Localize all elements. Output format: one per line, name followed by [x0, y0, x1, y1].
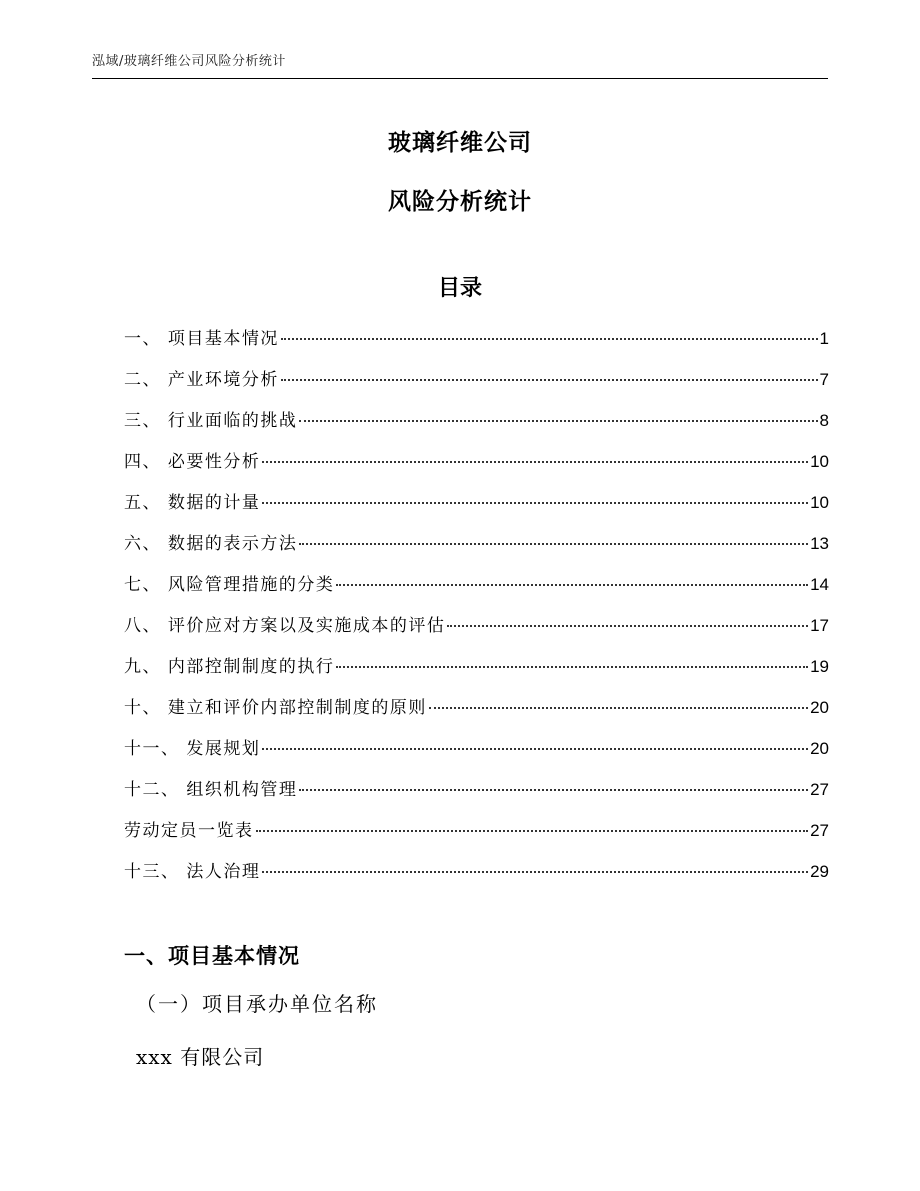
toc-dot-leader [262, 747, 808, 750]
toc-entry-page: 1 [819, 329, 829, 348]
toc-entry-label: 十二、 组织机构管理 [124, 780, 298, 800]
toc-entry-page: 29 [810, 862, 829, 881]
toc-entry[interactable] [124, 488, 829, 529]
toc-entry-page: 27 [810, 780, 829, 799]
toc-entry-label: 五、 数据的计量 [124, 493, 261, 513]
toc-entry-label: 劳动定员一览表 [124, 821, 254, 841]
toc-entry-page: 10 [810, 452, 829, 471]
toc-entry[interactable] [124, 447, 829, 488]
toc-entry-page: 14 [810, 575, 829, 594]
toc-dot-leader [336, 665, 808, 668]
subsection-heading: （一）项目承办单位名称 [136, 992, 378, 1016]
toc-entry[interactable] [124, 365, 829, 406]
toc-entry[interactable] [124, 775, 829, 816]
toc-entry-page: 7 [819, 370, 829, 389]
toc-entry-page: 27 [810, 821, 829, 840]
toc-entry-page: 8 [819, 411, 829, 430]
table-of-contents [124, 324, 829, 898]
document-subtitle: 风险分析统计 [388, 189, 532, 215]
toc-entry-page: 19 [810, 657, 829, 676]
toc-dot-leader [262, 501, 808, 504]
toc-entry-page: 10 [810, 493, 829, 512]
toc-entry-page: 17 [810, 616, 829, 635]
toc-entry[interactable] [124, 324, 829, 365]
toc-entry[interactable] [124, 857, 829, 898]
toc-entry-label: 三、 行业面临的挑战 [124, 411, 298, 431]
toc-dot-leader [256, 829, 809, 832]
toc-entry-page: 20 [810, 739, 829, 758]
toc-entry-label: 二、 产业环境分析 [124, 370, 279, 390]
toc-entry[interactable] [124, 406, 829, 447]
toc-entry-label: 十一、 发展规划 [124, 739, 261, 759]
header-divider [92, 78, 828, 79]
toc-entry-label: 十、 建立和评价内部控制制度的原则 [124, 698, 427, 718]
toc-entry-page: 13 [810, 534, 829, 553]
toc-dot-leader [336, 583, 808, 586]
toc-dot-leader [281, 337, 818, 340]
toc-entry[interactable] [124, 816, 829, 857]
company-name-text: xxx 有限公司 [136, 1045, 265, 1069]
toc-entry-label: 十三、 法人治理 [124, 862, 261, 882]
toc-entry-label: 四、 必要性分析 [124, 452, 261, 472]
toc-entry-label: 六、 数据的表示方法 [124, 534, 298, 554]
toc-dot-leader [281, 378, 818, 381]
toc-dot-leader [429, 706, 808, 709]
toc-heading: 目录 [437, 276, 482, 301]
toc-entry[interactable] [124, 529, 829, 570]
toc-entry[interactable] [124, 611, 829, 652]
toc-entry-page: 20 [810, 698, 829, 717]
toc-entry-label: 八、 评价应对方案以及实施成本的评估 [124, 616, 446, 636]
section-heading: 一、项目基本情况 [124, 944, 300, 968]
toc-entry[interactable] [124, 734, 829, 775]
toc-dot-leader [447, 624, 808, 627]
toc-entry[interactable] [124, 693, 829, 734]
toc-dot-leader [262, 460, 808, 463]
toc-dot-leader [262, 870, 808, 873]
toc-dot-leader [299, 788, 808, 791]
toc-entry-label: 一、 项目基本情况 [124, 329, 279, 349]
toc-entry-label: 七、 风险管理措施的分类 [124, 575, 335, 595]
document-title: 玻璃纤维公司 [388, 130, 532, 156]
toc-entry-label: 九、 内部控制制度的执行 [124, 657, 335, 677]
toc-entry[interactable] [124, 570, 829, 611]
toc-dot-leader [299, 419, 817, 422]
toc-dot-leader [299, 542, 808, 545]
toc-entry[interactable] [124, 652, 829, 693]
running-header: 泓域/玻璃纤维公司风险分析统计 [92, 54, 286, 69]
